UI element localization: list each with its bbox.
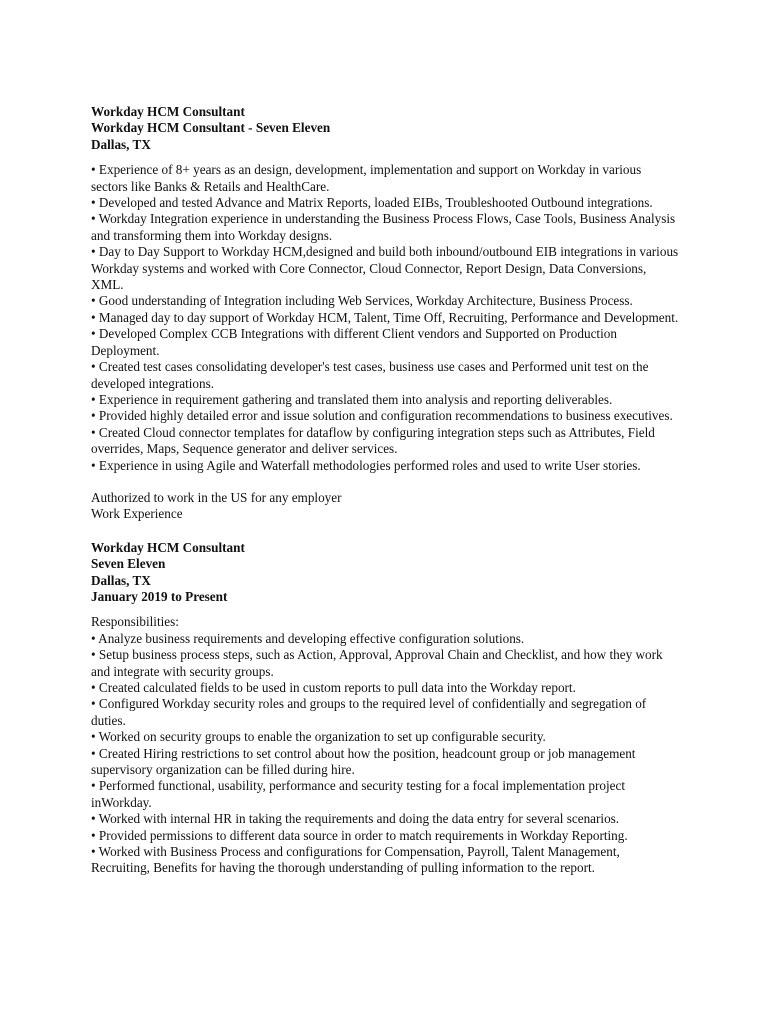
job-entry: [91, 540, 681, 877]
resume-document: [91, 104, 681, 877]
summary-item: • Created test cases consolidating developer's test cases, business use cases and Performed unit test on the developed integrations.: [91, 359, 649, 391]
summary-item: • Experience in using Agile and Waterfall methodologies performed roles and used to write User stories.: [91, 457, 641, 473]
resume-subtitle: Workday HCM Consultant - Seven Eleven: [91, 120, 331, 136]
authorization-section: [91, 490, 681, 523]
summary-item: • Created Cloud connector templates for dataflow by configuring integration steps such as Attributes, Field overrides, Maps, Sequence generator and deliver services.: [91, 424, 655, 457]
summary-item: • Developed and tested Advance and Matrix Reports, loaded EIBs, Troubleshooted Outbound integrations.: [91, 195, 653, 211]
summary-item: • Developed Complex CCB Integrations with different Client vendors and Supported on Production Deployment.: [91, 326, 617, 358]
job-company: Seven Eleven: [91, 556, 166, 572]
responsibility-item: • Worked with Business Process and configurations for Compensation, Payroll, Talent Management, Recruiting, Benefits for having the thorough understanding of pulling information to the report.: [91, 844, 620, 876]
responsibility-item: • Provided permissions to different data source in order to match requirements in Workday Reporting.: [91, 827, 628, 843]
authorization-text: Authorized to work in the US for any employer: [91, 489, 342, 505]
work-experience-heading: Work Experience: [91, 506, 183, 522]
resume-header: [91, 104, 681, 153]
resume-location: Dallas, TX: [91, 136, 151, 152]
summary-item: • Experience of 8+ years as an design, development, implementation and support on Workday in various sectors like Banks & Retails and HealthCare.: [91, 162, 642, 194]
job-dates: January 2019 to Present: [91, 588, 228, 604]
summary-section: [91, 162, 681, 474]
responsibility-item: • Created Hiring restrictions to set control about how the position, headcount group or job management supervisory organization can be filled during hire.: [91, 745, 636, 778]
summary-item: • Good understanding of Integration including Web Services, Workday Architecture, Business Process.: [91, 293, 633, 309]
responsibility-item: • Analyze business requirements and developing effective configuration solutions.: [91, 630, 525, 646]
responsibility-item: • Worked on security groups to enable the organization to set up configurable security.: [91, 729, 546, 745]
responsibility-item: • Created calculated fields to be used in custom reports to pull data into the Workday report.: [91, 680, 576, 695]
job-title: Workday HCM Consultant: [91, 539, 245, 555]
summary-item: • Experience in requirement gathering and translated them into analysis and reporting deliverables.: [91, 391, 613, 407]
summary-item: • Workday Integration experience in understanding the Business Process Flows, Case Tools, Business Analysis and transforming them into Workday designs.: [91, 211, 676, 243]
responsibility-item: • Configured Workday security roles and groups to the required level of confidentially and segregation of duties.: [91, 696, 647, 728]
responsibility-item: • Performed functional, usability, performance and security testing for a focal implementation project inWorkday.: [91, 778, 626, 810]
responsibilities-label: Responsibilities:: [91, 614, 179, 630]
responsibility-item: • Setup business process steps, such as Action, Approval, Approval Chain and Checklist, and how they work and integrate with security groups.: [91, 647, 663, 679]
responsibility-item: • Worked with internal HR in taking the requirements and doing the data entry for several scenarios.: [91, 811, 620, 827]
job-location: Dallas, TX: [91, 572, 151, 588]
resume-title: Workday HCM Consultant: [91, 104, 245, 119]
summary-item: • Day to Day Support to Workday HCM,designed and build both inbound/outbound EIB integrations in various Workday systems and worked with Core Connector, Cloud Connector, Report Design, Data Conversions, XML.: [91, 244, 679, 293]
summary-item: • Provided highly detailed error and issue solution and configuration recommendations to business executives.: [91, 408, 673, 424]
summary-item: • Managed day to day support of Workday HCM, Talent, Time Off, Recruiting, Performance and Development.: [91, 309, 679, 325]
